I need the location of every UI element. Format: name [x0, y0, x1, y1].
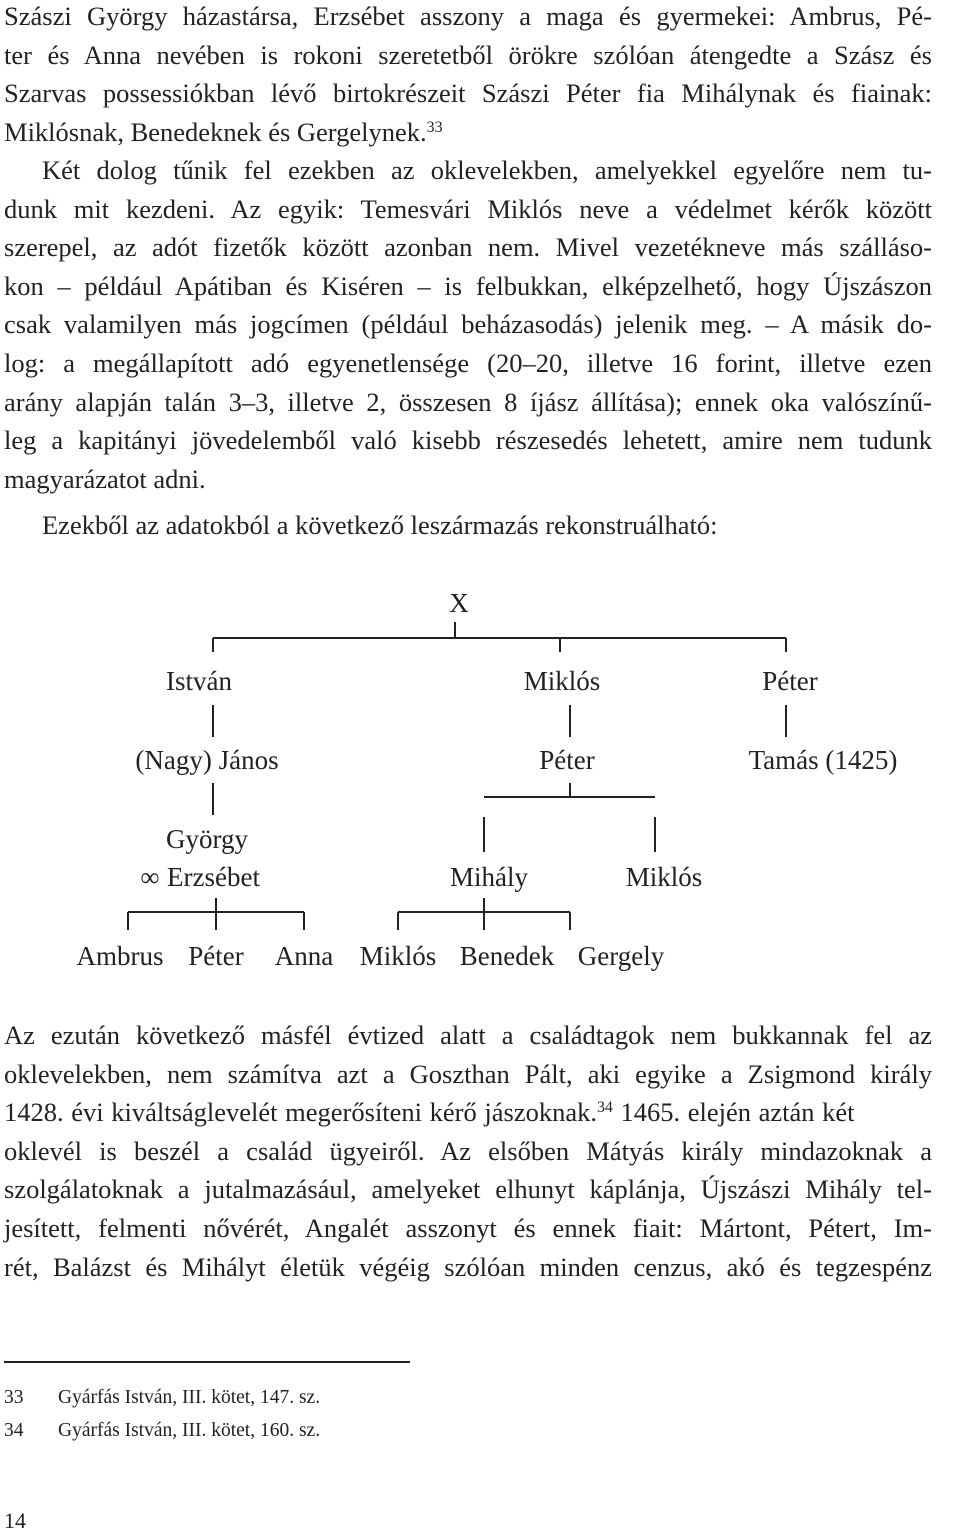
footnote-text: Gyárfás István, III. kötet, 147. sz.: [58, 1387, 321, 1408]
marriage-symbol: ∞: [140, 862, 160, 892]
footnote-34: [4, 1419, 320, 1443]
footnote-number: 34: [4, 1420, 24, 1441]
text-line: jesített, felmenti nővérét, Angalét asszonyt és ennek fiait: Mártont, Pétert, Im-: [4, 1212, 932, 1243]
text-line-content: 1465. elején aztán két: [612, 1097, 855, 1128]
tree-node-gyorgy: György: [165, 824, 249, 854]
paragraph-1: [4, 0, 932, 151]
text-line: log: a megállapított adó egyenetlensége (20–20, illetve 16 forint, illetve ezen: [4, 347, 932, 378]
footnote-ref-33[interactable]: 33: [426, 119, 443, 137]
text-line: magyarázatot adni.: [4, 463, 206, 494]
text-line: szerepel, az adót fizetők között azonban nem. Mivel vezetékneve más szálláso-: [4, 232, 932, 263]
text-line: Két dolog tűnik fel ezekben az oklevelekben, amelyekkel egyelőre nem tu-: [42, 155, 932, 185]
text-line: ter és Anna nevében is rokoni szeretetből örökre szólóan átengedte a Szász és: [4, 39, 932, 70]
tree-node-anna: Anna: [274, 941, 334, 971]
tree-node-istvan: István: [166, 666, 232, 696]
text-line-content: Miklósnak, Benedeknek és Gergelynek.: [4, 116, 427, 147]
text-line: Szászi György házastársa, Erzsébet asszony a maga és gyermekei: Ambrus, Pé-: [4, 1, 932, 31]
tree-node-gergely: Gergely: [577, 941, 665, 971]
paragraph-2: [4, 151, 932, 498]
text-line: oklevelekben, nem számítva azt a Goszthan Pált, aki egyike a Zsigmond király: [4, 1058, 932, 1089]
tree-node-peter-3: Péter: [188, 941, 244, 971]
page-number: 14: [4, 1508, 26, 1533]
footnote-33: [4, 1386, 320, 1410]
text-line: szolgálatoknak a jutalmazásául, amelyeket elhunyt káplánja, Újszászi Mihály tel-: [4, 1174, 932, 1205]
tree-node-mihaly: Mihály: [450, 862, 528, 892]
paragraph-4: [4, 1016, 932, 1286]
text-line: dunk mit kezdeni. Az egyik: Temesvári Miklós neve a védelmet kérők között: [4, 193, 932, 224]
text-line-content: 1428. évi kiváltságlevelét megerősíteni kérő jászoknak.: [4, 1097, 597, 1128]
text-line: [4, 1093, 932, 1132]
tree-node-tamas: Tamás (1425): [748, 745, 898, 775]
tree-node-ambrus: Ambrus: [76, 941, 164, 971]
text-line: [4, 113, 932, 152]
family-tree-diagram: [0, 580, 960, 980]
tree-node-peter: Péter: [762, 666, 818, 696]
text-line: Az ezután következő másfél évtized alatt a családtagok nem bukkannak fel az: [4, 1020, 932, 1050]
text-line: leg a kapitányi jövedelemből való kisebb részesedés lehetett, amire nem tudunk: [4, 425, 932, 456]
text-line: Szarvas possessiókban lévő birtokrészeit Szászi Péter fia Mihálynak és fiainak:: [4, 78, 932, 109]
tree-node-miklos: Miklós: [523, 666, 601, 696]
tree-node-benedek: Benedek: [459, 941, 555, 971]
text-line: arány alapján talán 3–3, illetve 2, összesen 8 íjász állítása); ennek oka valószínű-: [4, 386, 932, 417]
tree-node-miklos-3: Miklós: [359, 941, 437, 971]
tree-node-peter-2: Péter: [539, 745, 595, 775]
tree-node-miklos-2: Miklós: [625, 862, 703, 892]
text-line: kon – például Apátiban és Kiséren – is felbukkan, elképzelhető, hogy Újszászon: [4, 270, 932, 301]
tree-node-erzsebet: Erzsébet: [167, 862, 260, 892]
text-line: rét, Balázst és Mihályt életük végéig szólóan minden cenzus, akó és tegzespénz: [4, 1251, 932, 1282]
footnote-text: Gyárfás István, III. kötet, 160. sz.: [58, 1420, 321, 1441]
text-line: csak valamilyen más jogcímen (például beházasodás) jelenik meg. – A másik do-: [4, 309, 932, 340]
text-line: Ezekből az adatokból a következő leszármazás rekonstruálható:: [42, 510, 718, 540]
tree-node-root: X: [449, 588, 469, 618]
tree-node-nagy-janos: (Nagy) János: [135, 745, 279, 775]
text-line: oklevél is beszél a család ügyeiről. Az elsőben Mátyás király mindazoknak a: [4, 1135, 932, 1166]
footnote-separator: [4, 1361, 410, 1363]
footnote-number: 33: [4, 1387, 24, 1408]
footnote-ref-34[interactable]: 34: [596, 1099, 613, 1117]
paragraph-3: [4, 506, 932, 545]
